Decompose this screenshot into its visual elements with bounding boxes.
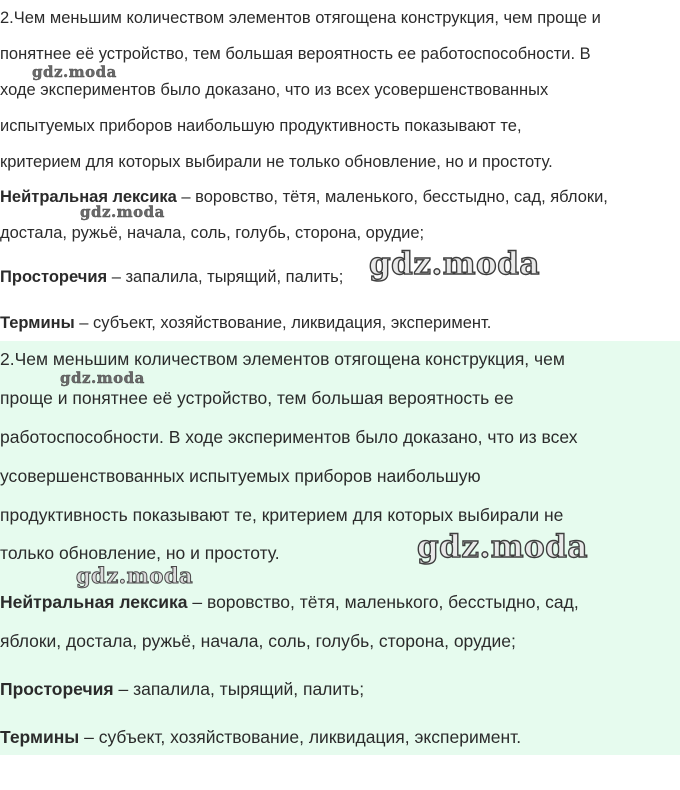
- terms-label: Термины: [0, 727, 80, 747]
- neutral-vocabulary-label: Нейтральная лексика: [0, 188, 177, 206]
- watermark: gdz.moda: [417, 529, 588, 565]
- terms-line: [0, 726, 521, 748]
- neutral-vocabulary-line: [0, 591, 579, 613]
- neutral-vocabulary-label: Нейтральная лексика: [0, 592, 188, 612]
- neutral-vocabulary-continuation: достала, ружьё, начала, соль, голубь, сторона, орудие;: [0, 224, 425, 242]
- neutral-vocabulary-words: – воровство, тётя, маленького, бесстыдно, сад,: [187, 592, 579, 612]
- paragraph-line: только обновление, но и простоту.: [0, 543, 280, 563]
- paragraph-line: усовершенствованных испытуемых приборов наибольшую: [0, 466, 481, 486]
- paragraph-line: критерием для которых выбирали не только обновление, но и простоту.: [0, 153, 553, 171]
- colloquial-label: Просторечия: [0, 268, 108, 286]
- paragraph-line: 2.Чем меньшим количеством элементов отягощена конструкция, чем: [0, 349, 565, 369]
- terms-words: – субъект, хозяйствование, ликвидация, эксперимент.: [74, 314, 492, 332]
- colloquial-words: – запалила, тырящий, палить;: [107, 268, 344, 286]
- colloquial-label: Просторечия: [0, 679, 114, 699]
- paragraph-line: ходе экспериментов было доказано, что из всех усовершенствованных: [0, 81, 549, 99]
- watermark: gdz.moda: [80, 203, 165, 221]
- colloquial-words: – запалила, тырящий, палить;: [113, 679, 365, 699]
- neutral-vocabulary-words: – воровство, тётя, маленького, бесстыдно, сад, яблоки,: [176, 188, 608, 206]
- neutral-vocabulary-continuation: яблоки, достала, ружьё, начала, соль, голубь, сторона, орудие;: [0, 631, 516, 651]
- terms-words: – субъект, хозяйствование, ликвидация, эксперимент.: [79, 727, 522, 747]
- watermark: gdz.moda: [76, 563, 194, 588]
- terms-label: Термины: [0, 314, 75, 332]
- watermark: gdz.moda: [60, 369, 145, 387]
- colloquial-line: [0, 678, 364, 700]
- paragraph-line: понятнее её устройство, тем большая вероятность ее работоспособности. В: [0, 45, 591, 63]
- watermark: gdz.moda: [369, 246, 540, 282]
- paragraph-line: продуктивность показывают те, критерием для которых выбирали не: [0, 505, 564, 525]
- colloquial-line: [0, 267, 343, 287]
- paragraph-line: испытуемых приборов наибольшую продуктивность показывают те,: [0, 117, 522, 135]
- watermark: gdz.moda: [32, 63, 117, 81]
- paragraph-line: проще и понятнее её устройство, тем большая вероятность ее: [0, 388, 514, 408]
- paragraph-line: работоспособности. В ходе экспериментов было доказано, что из всех: [0, 427, 578, 447]
- terms-line: [0, 313, 491, 333]
- paragraph-line: 2.Чем меньшим количеством элементов отягощена конструкция, чем проще и: [0, 9, 601, 27]
